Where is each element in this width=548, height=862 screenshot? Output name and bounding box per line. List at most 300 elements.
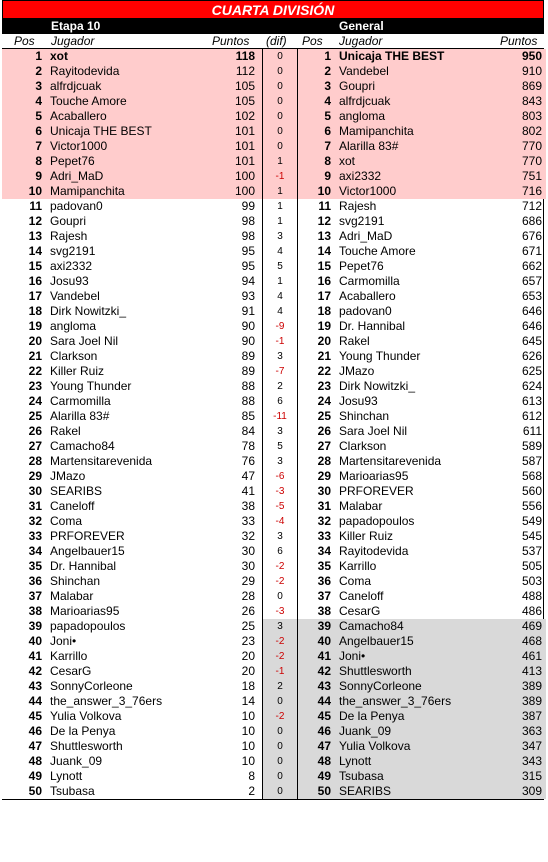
position-difference: -6: [262, 469, 298, 484]
position-difference: -5: [262, 499, 298, 514]
stage-position: 5: [2, 109, 46, 124]
general-points: 363: [495, 724, 546, 739]
stage-position: 23: [28, 379, 42, 393]
table-row: [2, 574, 543, 589]
general-player-name: PRFOREVER: [339, 484, 414, 498]
general-points: 646: [521, 304, 542, 318]
general-position: 50: [298, 784, 335, 799]
stage-position: 22: [28, 364, 42, 378]
general-position: 3: [298, 79, 335, 94]
stage-position: 38: [28, 604, 42, 618]
stage-points: 29: [241, 574, 255, 588]
general-position: 41: [298, 649, 335, 664]
general-points: 770: [495, 139, 546, 154]
header-general-points: Puntos: [500, 34, 538, 48]
stage-position: 19: [28, 319, 42, 333]
general-position: 40: [298, 634, 335, 649]
general-position: 20: [317, 334, 331, 348]
stage-points: 10: [241, 739, 255, 753]
stage-position: 13: [28, 229, 42, 243]
position-difference: 0: [262, 754, 298, 769]
stage-position: 34: [28, 544, 42, 558]
general-position: 10: [298, 184, 335, 199]
general-points: 309: [495, 784, 546, 799]
stage-points: 95: [241, 244, 255, 258]
general-position: 4: [298, 94, 335, 109]
position-difference: 3: [262, 229, 298, 244]
stage-points: 18: [241, 679, 255, 693]
table-row: [2, 709, 543, 724]
stage-player-name: alfrdjcuak: [46, 79, 212, 94]
stage-position: 42: [28, 664, 42, 678]
general-player-name: SonnyCorleone: [335, 679, 495, 694]
stage-position: 8: [2, 154, 46, 169]
general-position: 2: [298, 64, 335, 79]
table-row: [2, 769, 543, 784]
general-points: 624: [521, 379, 542, 393]
position-difference: 3: [262, 454, 298, 469]
general-position: 45: [298, 709, 335, 724]
stage-points: 98: [241, 229, 255, 243]
general-player-name: Alarilla 83#: [335, 139, 495, 154]
position-difference: 0: [262, 724, 298, 739]
table-row: [2, 499, 543, 514]
stage-points: 76: [241, 454, 255, 468]
table-row: [2, 559, 543, 574]
position-difference: -2: [262, 574, 298, 589]
position-difference: 0: [262, 79, 298, 94]
general-points: 910: [495, 64, 546, 79]
position-difference: -2: [262, 634, 298, 649]
table-row: [2, 679, 543, 694]
stage-position: 2: [2, 64, 46, 79]
general-player-name: svg2191: [339, 214, 385, 228]
general-player-name: Caneloff: [339, 589, 384, 603]
general-player-name: Rayitodevida: [339, 544, 409, 558]
stage-points: 85: [241, 409, 255, 423]
stage-player-name: Caneloff: [50, 499, 95, 513]
position-difference: 0: [262, 109, 298, 124]
general-points: 612: [521, 409, 542, 423]
stage-points: 89: [241, 349, 255, 363]
position-difference: 0: [262, 589, 298, 604]
stage-player-name: Vandebel: [50, 289, 100, 303]
stage-points: 41: [241, 484, 255, 498]
stage-player-name: Tsubasa: [50, 784, 95, 798]
general-player-name: De la Penya: [335, 709, 495, 724]
general-points: 503: [521, 574, 542, 588]
stage-points: 101: [212, 124, 262, 139]
general-points: 468: [495, 634, 546, 649]
stage-position: 14: [28, 244, 42, 258]
general-points: 662: [521, 259, 542, 273]
stage-player-name: Young Thunder: [50, 379, 132, 393]
stage-position: 35: [28, 559, 42, 573]
table-row: [2, 184, 543, 199]
stage-player-name: Touche Amore: [46, 94, 212, 109]
general-player-name: Pepet76: [339, 259, 384, 273]
general-position: 43: [298, 679, 335, 694]
position-difference: 0: [262, 64, 298, 79]
general-position: 24: [317, 394, 331, 408]
stage-points: 32: [241, 529, 255, 543]
general-player-name: Shuttlesworth: [335, 664, 495, 679]
stage-player-name: JMazo: [50, 469, 86, 483]
stage-player-name: the_answer_3_76ers: [50, 694, 163, 708]
general-position: 39: [298, 619, 335, 634]
general-position: 17: [317, 289, 331, 303]
position-difference: 1: [262, 199, 298, 214]
general-player-name: Camacho84: [335, 619, 495, 634]
stage-points: 8: [248, 769, 255, 783]
stage-player-name: Killer Ruiz: [50, 364, 105, 378]
stage-player-name: Adri_MaD: [46, 169, 212, 184]
general-points: 843: [495, 94, 546, 109]
general-points: 589: [521, 439, 542, 453]
position-difference: 0: [262, 49, 298, 64]
position-difference: 0: [262, 124, 298, 139]
stage-player-name: Mamipanchita: [46, 184, 212, 199]
general-position: 11: [318, 199, 331, 213]
general-position: 33: [317, 529, 331, 543]
general-position: 46: [298, 724, 335, 739]
table-row: [2, 79, 543, 94]
stage-points: 90: [241, 319, 255, 333]
stage-points: 10: [241, 709, 255, 723]
stage-position: 9: [2, 169, 46, 184]
position-difference: 0: [262, 139, 298, 154]
stage-position: 10: [2, 184, 46, 199]
general-player-name: Joni•: [335, 649, 495, 664]
general-position: 15: [317, 259, 331, 273]
table-row: [2, 589, 543, 604]
stage-player-name: Rajesh: [50, 229, 88, 243]
position-difference: -9: [262, 319, 298, 334]
stage-position: 29: [28, 469, 42, 483]
stage-points: 100: [212, 184, 262, 199]
position-difference: -2: [262, 709, 298, 724]
stage-position: 20: [28, 334, 42, 348]
stage-points: 91: [241, 304, 255, 318]
stage-points: 88: [241, 394, 255, 408]
general-player-name: Angelbauer15: [335, 634, 495, 649]
stage-player-name: padovan0: [50, 199, 103, 213]
table-row: [2, 694, 543, 709]
stage-player-name: Unicaja THE BEST: [46, 124, 212, 139]
general-points: 486: [521, 604, 542, 618]
stage-player-name: Camacho84: [50, 439, 115, 453]
stage-points: 25: [241, 619, 255, 633]
stage-position: 4: [2, 94, 46, 109]
general-points: 488: [521, 589, 542, 603]
general-points: 413: [495, 664, 546, 679]
stage-player-name: Alarilla 83#: [50, 409, 110, 423]
position-difference: -1: [262, 664, 298, 679]
stage-points: 23: [241, 634, 255, 648]
stage-points: 30: [241, 544, 255, 558]
general-player-name: Acaballero: [339, 289, 396, 303]
table-row: [2, 139, 543, 154]
table-row: [2, 604, 543, 619]
division-title: CUARTA DIVISIÓN: [2, 0, 544, 19]
position-difference: 3: [262, 424, 298, 439]
stage-points: 20: [241, 664, 255, 678]
position-difference: -1: [262, 334, 298, 349]
table-row: [2, 664, 543, 679]
section-header-bar: [2, 19, 544, 34]
stage-position: 21: [28, 349, 42, 363]
table-row: [2, 304, 543, 319]
general-points: 387: [495, 709, 546, 724]
stage-points: 99: [241, 199, 255, 213]
table-row: [2, 424, 543, 439]
column-headers: [2, 34, 544, 49]
header-pos: Pos: [14, 34, 35, 48]
general-player-name: Killer Ruiz: [339, 529, 394, 543]
general-points: 712: [521, 199, 542, 213]
stage-position: 17: [28, 289, 42, 303]
stage-position: 7: [2, 139, 46, 154]
stage-player-name: angloma: [50, 319, 97, 333]
general-position: 27: [317, 439, 331, 453]
stage-position: 11: [29, 199, 42, 213]
stage-position: 44: [28, 694, 42, 708]
stage-player-name: Coma: [50, 514, 83, 528]
general-position: 35: [317, 559, 331, 573]
table-row: [2, 229, 543, 244]
stage-points: 90: [241, 334, 255, 348]
general-player-name: Lynott: [335, 754, 495, 769]
stage-player-name: Yulia Volkova: [50, 709, 122, 723]
general-position: 13: [317, 229, 331, 243]
stage-points: 47: [241, 469, 255, 483]
position-difference: -3: [262, 604, 298, 619]
stage-position: 45: [28, 709, 42, 723]
table-row: [2, 64, 543, 79]
general-player-name: Martensitarevenida: [339, 454, 442, 468]
stage-position: 28: [28, 454, 42, 468]
header-player: Jugador: [51, 34, 95, 48]
stage-points: 118: [212, 49, 262, 64]
general-player-name: Coma: [339, 574, 372, 588]
table-row: [2, 364, 543, 379]
table-row: [2, 619, 543, 634]
table-row: [2, 289, 543, 304]
table-row: [2, 274, 543, 289]
standings-table: [2, 49, 544, 800]
general-player-name: Shinchan: [339, 409, 390, 423]
table-row: [2, 214, 543, 229]
stage-player-name: xot: [46, 49, 212, 64]
header-general-player: Jugador: [339, 34, 383, 48]
table-row: [2, 724, 543, 739]
stage-points: 30: [241, 559, 255, 573]
general-position: 22: [317, 364, 331, 378]
general-points: 545: [521, 529, 542, 543]
general-position: 18: [317, 304, 331, 318]
stage-position: 32: [28, 514, 42, 528]
stage-points: 112: [212, 64, 262, 79]
stage-points: 98: [241, 214, 255, 228]
general-points: 950: [495, 49, 546, 64]
stage-player-name: Dr. Hannibal: [50, 559, 117, 573]
stage-position: 40: [28, 634, 42, 648]
stage-position: 24: [28, 394, 42, 408]
general-points: 770: [495, 154, 546, 169]
stage-player-name: SEARIBS: [50, 484, 103, 498]
position-difference: -11: [262, 409, 298, 424]
general-player-name: Clarkson: [339, 439, 387, 453]
stage-points: 78: [241, 439, 255, 453]
general-points: 611: [522, 424, 542, 438]
position-difference: 5: [262, 439, 298, 454]
general-position: 42: [298, 664, 335, 679]
general-position: 8: [298, 154, 335, 169]
table-row: [2, 94, 543, 109]
general-points: 613: [521, 394, 542, 408]
general-player-name: Carmomilla: [339, 274, 400, 288]
stage-position: 36: [28, 574, 42, 588]
general-points: 389: [495, 694, 546, 709]
general-position: 48: [298, 754, 335, 769]
position-difference: 6: [262, 394, 298, 409]
stage-player-name: SonnyCorleone: [50, 679, 133, 693]
stage-player-name: Carmomilla: [50, 394, 111, 408]
table-row: [2, 484, 543, 499]
general-position: 16: [317, 274, 331, 288]
general-position: 12: [317, 214, 331, 228]
general-points: 676: [521, 229, 542, 243]
general-player-name: Rajesh: [339, 199, 377, 213]
general-player-name: Mamipanchita: [335, 124, 495, 139]
general-points: 671: [521, 244, 542, 258]
general-points: 751: [495, 169, 546, 184]
stage-player-name: Acaballero: [46, 109, 212, 124]
stage-player-name: Goupri: [50, 214, 87, 228]
stage-points: 10: [241, 724, 255, 738]
general-points: 653: [521, 289, 542, 303]
general-player-name: JMazo: [339, 364, 375, 378]
table-row: [2, 379, 543, 394]
stage-player-name: Josu93: [50, 274, 89, 288]
stage-position: 37: [28, 589, 42, 603]
position-difference: 1: [262, 184, 298, 199]
position-difference: 4: [262, 304, 298, 319]
position-difference: -7: [262, 364, 298, 379]
position-difference: 0: [262, 769, 298, 784]
stage-points: 105: [212, 79, 262, 94]
table-row: [2, 334, 543, 349]
table-row: [2, 754, 543, 769]
general-player-name: Goupri: [335, 79, 495, 94]
general-player-name: Young Thunder: [339, 349, 421, 363]
stage-points: 101: [212, 139, 262, 154]
general-position: 47: [298, 739, 335, 754]
stage-player-name: Joni•: [50, 634, 77, 648]
general-player-name: Tsubasa: [335, 769, 495, 784]
general-player-name: Yulia Volkova: [335, 739, 495, 754]
stage-position: 18: [28, 304, 42, 318]
general-player-name: Rakel: [339, 334, 370, 348]
table-row: [2, 199, 543, 214]
stage-points: 93: [241, 289, 255, 303]
general-points: 560: [521, 484, 542, 498]
stage-position: 48: [28, 754, 42, 768]
general-position: 9: [298, 169, 335, 184]
general-points: 389: [495, 679, 546, 694]
general-position: 30: [317, 484, 331, 498]
header-dif: (dif): [266, 34, 287, 48]
general-points: 556: [521, 499, 542, 513]
general-player-name: Juank_09: [335, 724, 495, 739]
stage-player-name: Malabar: [50, 589, 94, 603]
table-row: [2, 454, 543, 469]
position-difference: 3: [262, 619, 298, 634]
stage-player-name: CesarG: [50, 664, 92, 678]
stage-position: 31: [28, 499, 42, 513]
table-row: [2, 739, 543, 754]
general-player-name: Marioarias95: [339, 469, 409, 483]
general-player-name: Touche Amore: [339, 244, 416, 258]
stage-points: 33: [241, 514, 255, 528]
general-position: 19: [317, 319, 331, 333]
stage-position: 26: [28, 424, 42, 438]
stage-position: 46: [28, 724, 42, 738]
general-player-name: Victor1000: [335, 184, 495, 199]
general-player-name: axi2332: [335, 169, 495, 184]
table-row: [2, 319, 543, 334]
stage-position: 39: [28, 619, 42, 633]
position-difference: -2: [262, 559, 298, 574]
general-player-name: Karrillo: [339, 559, 377, 573]
position-difference: 0: [262, 739, 298, 754]
general-points: 645: [521, 334, 542, 348]
general-player-name: CesarG: [339, 604, 381, 618]
general-points: 347: [495, 739, 546, 754]
general-points: 625: [521, 364, 542, 378]
general-points: 803: [495, 109, 546, 124]
table-row: [2, 649, 543, 664]
stage-player-name: Shuttlesworth: [50, 739, 123, 753]
general-position: 34: [317, 544, 331, 558]
stage-player-name: Dirk Nowitzki_: [50, 304, 127, 318]
stage-position: 3: [2, 79, 46, 94]
table-row: [2, 409, 543, 424]
general-points: 315: [495, 769, 546, 784]
stage-points: 38: [241, 499, 255, 513]
general-player-name: Sara Joel Nil: [339, 424, 408, 438]
stage-points: 89: [241, 364, 255, 378]
stage-player-name: Pepet76: [46, 154, 212, 169]
general-points: 646: [521, 319, 542, 333]
stage-position: 12: [28, 214, 42, 228]
general-position: 14: [317, 244, 331, 258]
stage-player-name: Angelbauer15: [50, 544, 125, 558]
general-position: 23: [317, 379, 331, 393]
general-player-name: Josu93: [339, 394, 378, 408]
stage-player-name: svg2191: [50, 244, 96, 258]
general-player-name: xot: [335, 154, 495, 169]
stage-player-name: Rakel: [50, 424, 81, 438]
table-row: [2, 154, 543, 169]
header-general-pos: Pos: [302, 34, 323, 48]
position-difference: 0: [262, 94, 298, 109]
general-player-name: SEARIBS: [335, 784, 495, 799]
general-position: 28: [317, 454, 331, 468]
stage-position: 15: [28, 259, 42, 273]
stage-player-name: axi2332: [50, 259, 93, 273]
position-difference: 2: [262, 679, 298, 694]
